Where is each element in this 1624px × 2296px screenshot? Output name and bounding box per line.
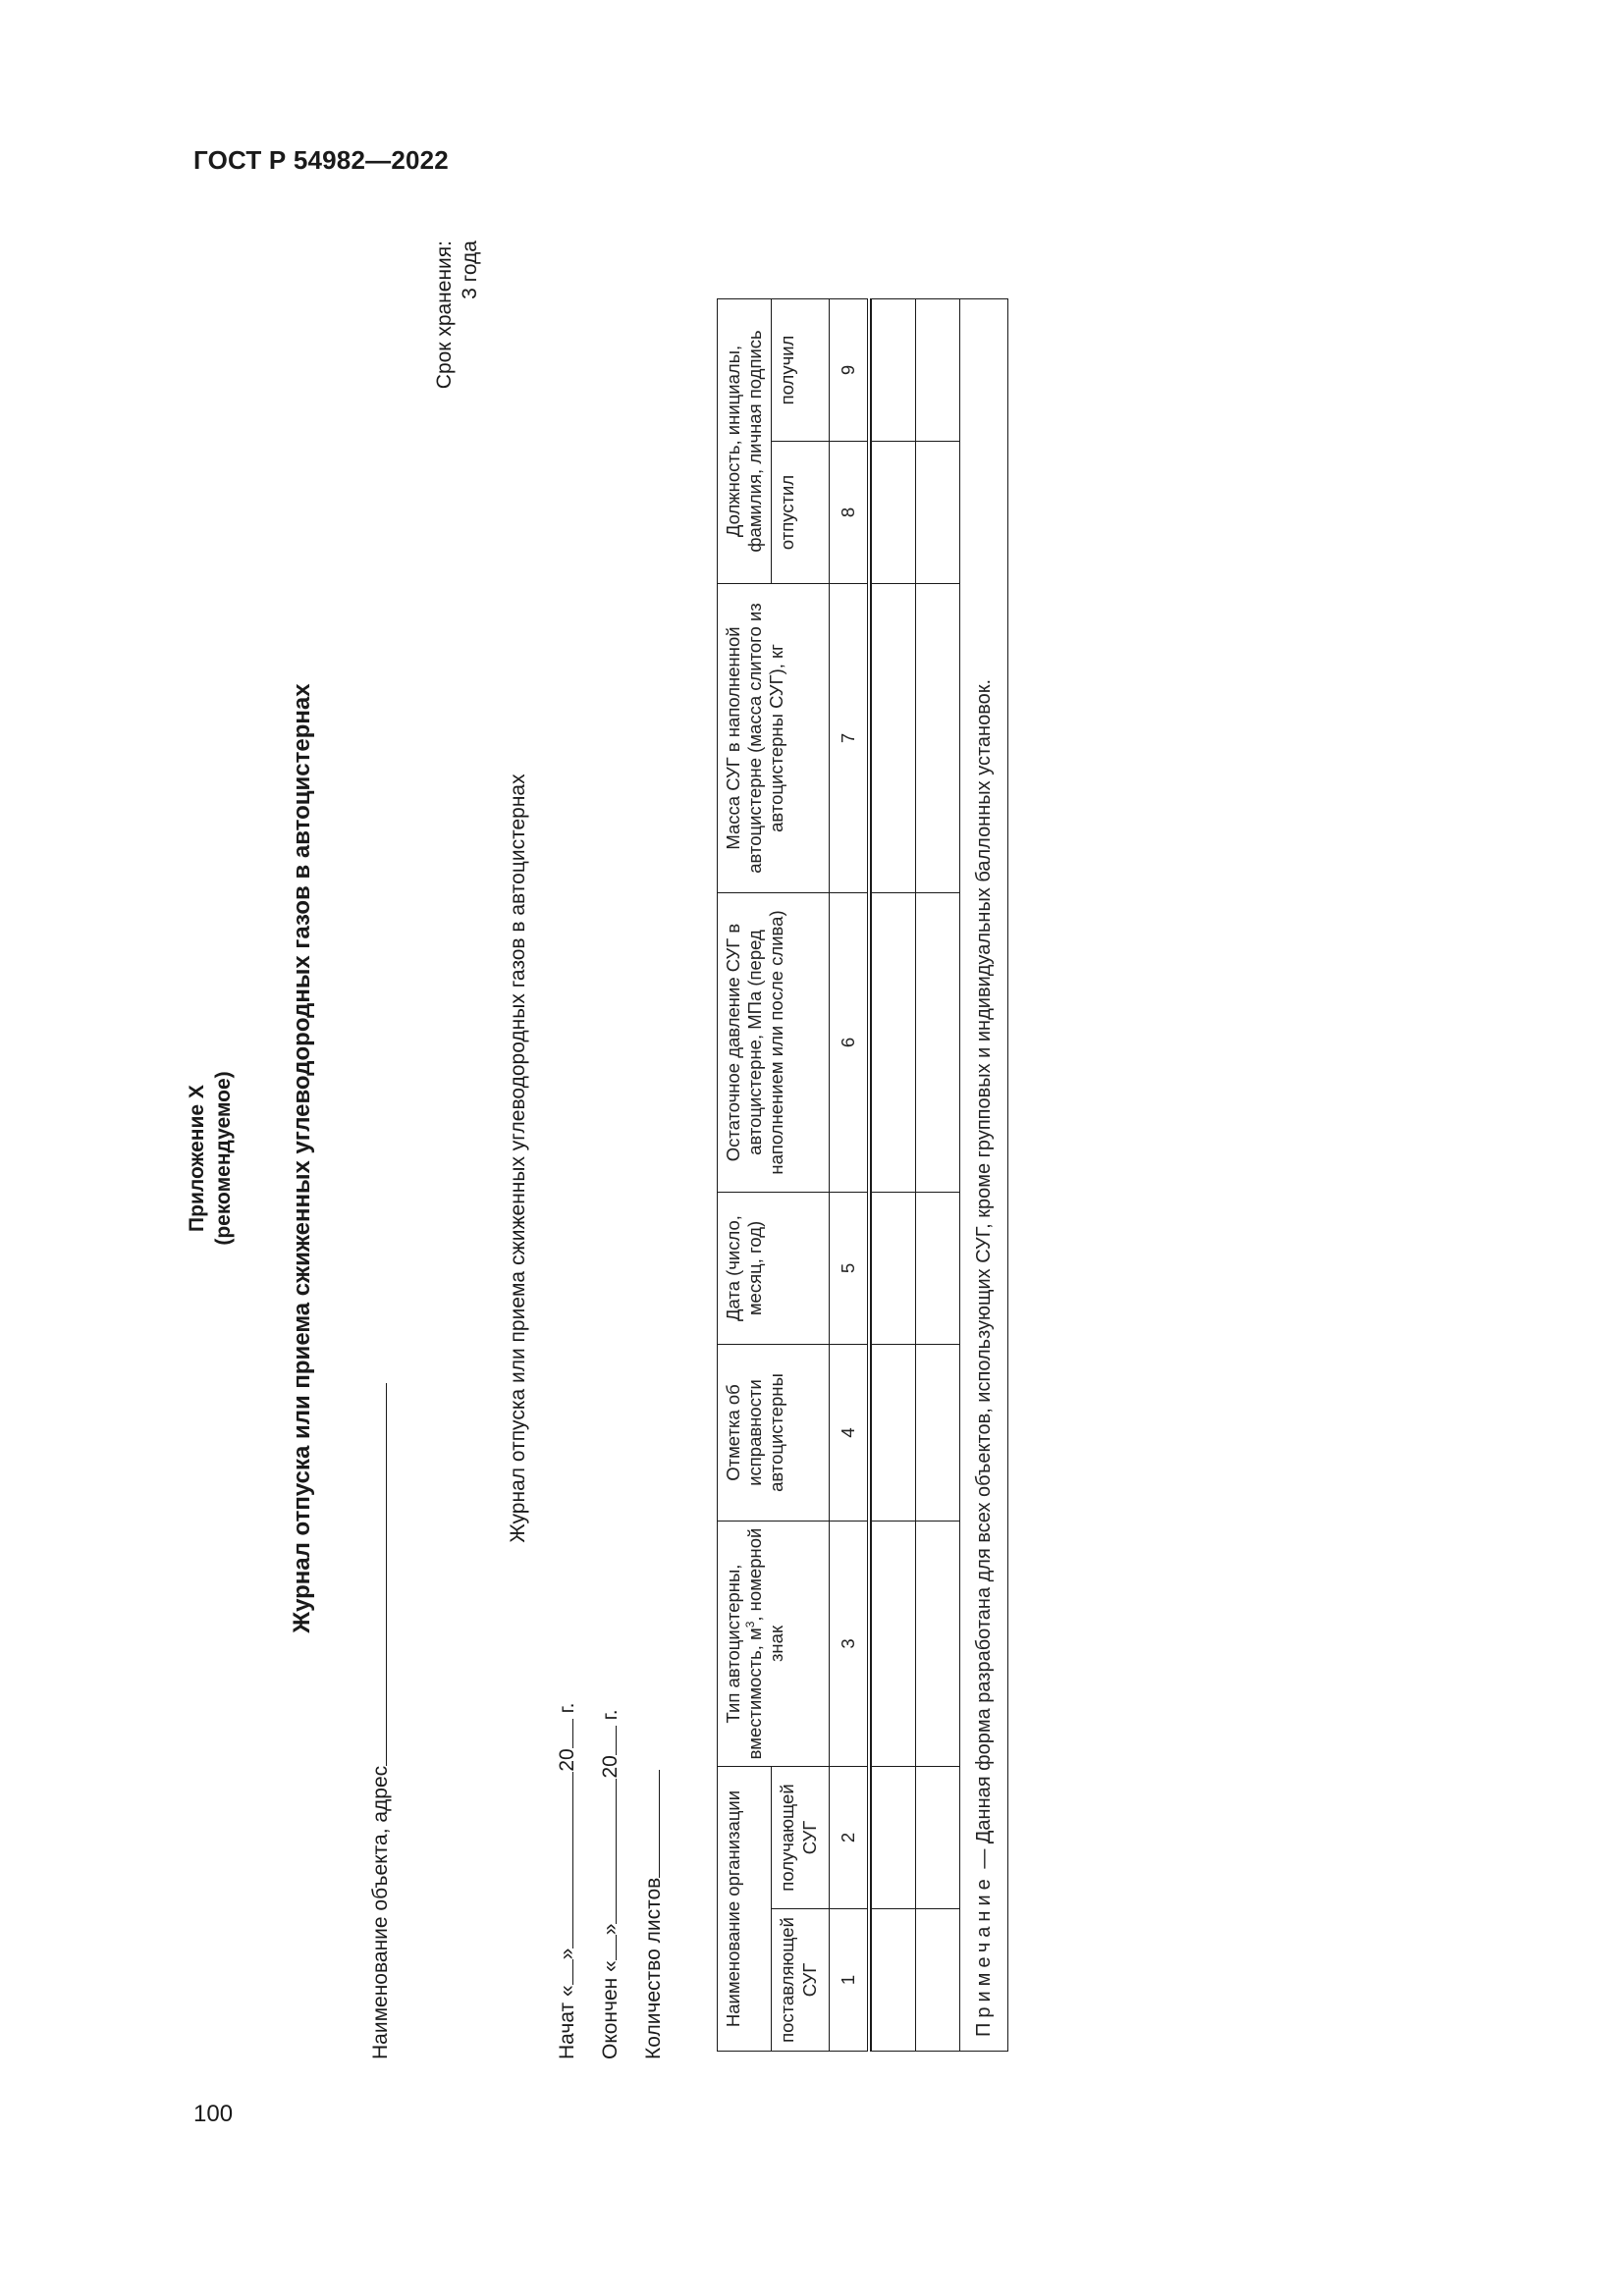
header-row-group: [718, 298, 772, 2051]
serviceability-header: Отметка об исправности автоцистерны: [718, 1345, 830, 1522]
object-name-blank: [366, 1383, 387, 1766]
journal-title: Журнал отпуска или приема сжиженных углеводородных газов в автоцистернах: [289, 683, 315, 1633]
started-year-blank: [553, 1719, 573, 1748]
sheet-count-label: Количество листов: [642, 1877, 665, 2059]
document-code: ГОСТ Р 54982—2022: [193, 145, 449, 175]
journal-table: [717, 298, 1008, 2052]
rotated-form-sheet: [182, 236, 1046, 2081]
ended-day-blank: [596, 1935, 617, 1960]
date-header: Дата (число, месяц, год): [718, 1193, 830, 1345]
year-prefix: 20: [599, 1755, 622, 1779]
column-number: 6: [830, 893, 870, 1193]
started-label: Начат «: [556, 1985, 578, 2059]
column-number: 9: [830, 298, 870, 441]
column-number: 2: [830, 1767, 870, 1909]
retention-period: [432, 240, 484, 389]
year-prefix: 20: [556, 1748, 578, 1772]
year-suffix: г.: [599, 1709, 622, 1721]
column-number-row: [830, 298, 870, 2051]
appendix-status: (рекомендуемое): [212, 1071, 235, 1246]
page-number: 100: [193, 2101, 234, 2127]
lpg-mass-header: Масса СУГ в наполненной автоцистерне (масса слитого из автоцистерны СУГ), кг: [718, 584, 830, 893]
ended-label: Окончен «: [599, 1960, 622, 2059]
column-number: 8: [830, 442, 870, 584]
column-number: 1: [830, 1909, 870, 2052]
started-day-blank: [553, 1959, 573, 1985]
note-text: — Данная форма разработана для всех объектов, использующих СУГ, кроме групповых и индивидуальных баллонных установок.: [973, 678, 996, 1875]
sheet-count-field: [639, 1770, 667, 2059]
column-number: 7: [830, 584, 870, 893]
retention-label: Срок хранения:: [433, 240, 456, 390]
retention-value: 3 года: [459, 240, 482, 299]
released-by-header: отпустил: [772, 442, 830, 584]
quote-close: »: [599, 1923, 622, 1936]
org-group-header: Наименование организации: [718, 1767, 772, 2052]
supplier-org-header: поставляющей СУГ: [772, 1909, 830, 2052]
table-note-row: [960, 298, 1008, 2051]
residual-pressure-header: Остаточное давление СУГ в автоцистерне, МПа (перед наполнением или после слива): [718, 893, 830, 1193]
started-date-field: [553, 1702, 580, 2059]
appendix-title: Приложение Х: [186, 1085, 208, 1232]
object-name-label: Наименование объекта, адрес: [369, 1765, 392, 2059]
quote-close: »: [556, 1948, 578, 1960]
year-suffix: г.: [556, 1702, 578, 1714]
blank-entry-row: [916, 298, 960, 2051]
ended-year-blank: [596, 1726, 617, 1755]
column-number: 4: [830, 1345, 870, 1522]
ended-date-field: [596, 1709, 623, 2059]
tanker-header-suffix: , номерной знак: [744, 1527, 787, 1663]
cubic-superscript: 3: [743, 1621, 758, 1629]
signature-group-header: Должность, инициалы, фамилия, личная подпись: [718, 298, 772, 583]
sheet-count-blank: [639, 1770, 660, 1878]
received-by-header: получил: [772, 298, 830, 441]
ended-month-blank: [596, 1779, 617, 1924]
started-month-blank: [553, 1772, 573, 1949]
note-label: Примечание: [973, 1874, 996, 2037]
tanker-type-header: [718, 1522, 830, 1767]
object-name-field: [366, 1383, 394, 2059]
receiver-org-header: получающей СУГ: [772, 1767, 830, 1909]
journal-subtitle: Журнал отпуска или приема сжиженных углеводородных газов в автоцистернах: [507, 774, 529, 1543]
tanker-header-text: Тип автоцистерны, вместимость, м: [723, 1564, 766, 1760]
blank-entry-row: [872, 298, 916, 2051]
table-note: [960, 298, 1008, 2051]
column-number: 3: [830, 1522, 870, 1767]
column-number: 5: [830, 1193, 870, 1345]
